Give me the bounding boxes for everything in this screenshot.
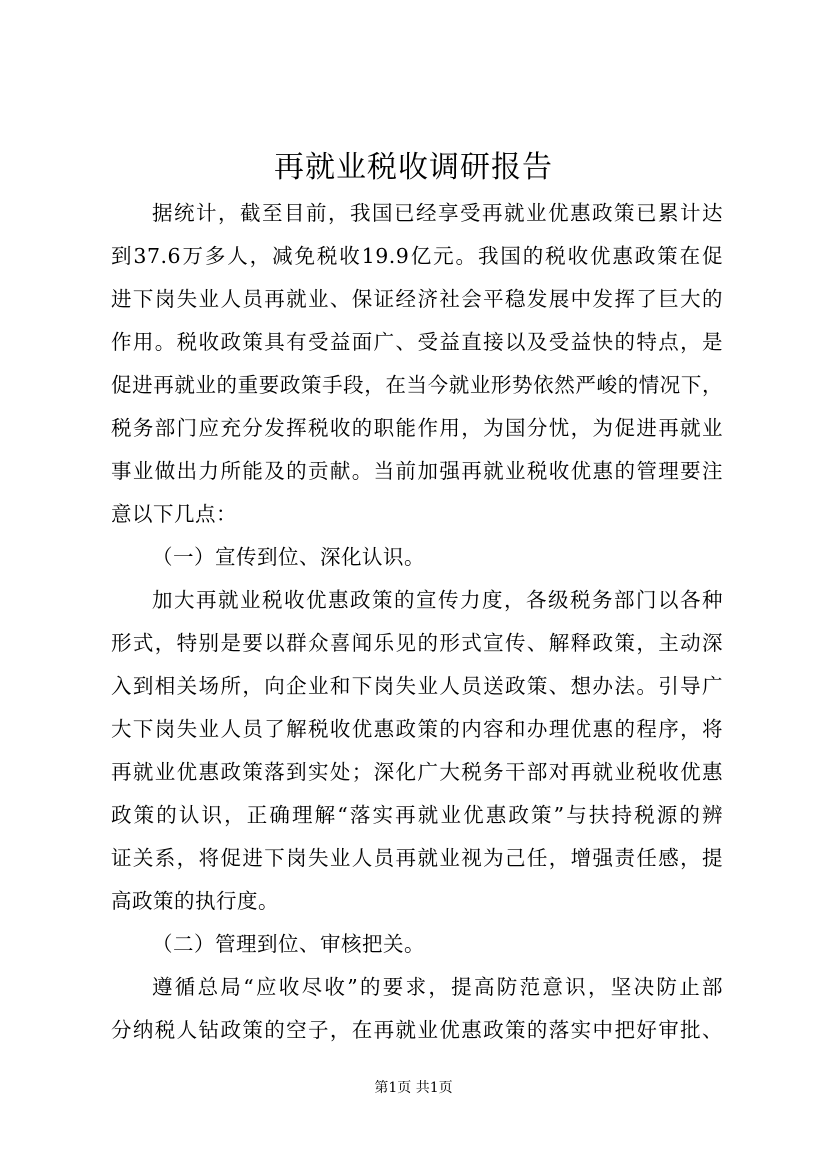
body-line: 遵循总局“应收尽收”的要求，提高防范意识，坚决防止部	[152, 975, 723, 999]
body-line: 意以下几点：	[111, 502, 237, 526]
section-heading: （一）宣传到位、深化认识。	[152, 545, 425, 569]
body-line: 事业做出力所能及的贡献。当前加强再就业税收优惠的管理要注	[111, 459, 723, 483]
body-line: 高政策的执行度。	[111, 889, 279, 913]
body-line: 促进再就业的重要政策手段，在当今就业形势依然严峻的情况下，	[111, 373, 723, 397]
document-title: 再就业税收调研报告	[274, 150, 553, 185]
section-heading: （二）管理到位、审核把关。	[152, 932, 425, 956]
body-line: 加大再就业税收优惠政策的宣传力度，各级税务部门以各种	[152, 588, 723, 612]
body-line: 政策的认识，正确理解“落实再就业优惠政策”与扶持税源的辨	[111, 803, 723, 827]
body-line: 再就业优惠政策落到实处；深化广大税务干部对再就业税收优惠	[111, 760, 723, 784]
body-line: 形式，特别是要以群众喜闻乐见的形式宣传、解释政策，主动深	[111, 631, 723, 655]
body-line: 作用。税收政策具有受益面广、受益直接以及受益快的特点，是	[111, 330, 723, 354]
document-body	[111, 192, 723, 1052]
body-line: 到37.6万多人，减免税收19.9亿元。我国的税收优惠政策在促	[111, 244, 723, 268]
body-line: 大下岗失业人员了解税收优惠政策的内容和办理优惠的程序，将	[111, 717, 723, 741]
body-line: 税务部门应充分发挥税收的职能作用，为国分忧，为促进再就业	[111, 416, 723, 440]
body-line: 据统计，截至目前，我国已经享受再就业优惠政策已累计达	[152, 201, 723, 225]
body-line: 分纳税人钻政策的空子，在再就业优惠政策的落实中把好审批、	[111, 1018, 723, 1042]
page-footer: 第1页 共1页	[374, 1080, 453, 1096]
body-line: 进下岗失业人员再就业、保证经济社会平稳发展中发挥了巨大的	[111, 287, 723, 311]
body-line: 证关系，将促进下岗失业人员再就业视为己任，增强责任感，提	[111, 846, 723, 870]
body-line: 入到相关场所，向企业和下岗失业人员送政策、想办法。引导广	[111, 674, 723, 698]
